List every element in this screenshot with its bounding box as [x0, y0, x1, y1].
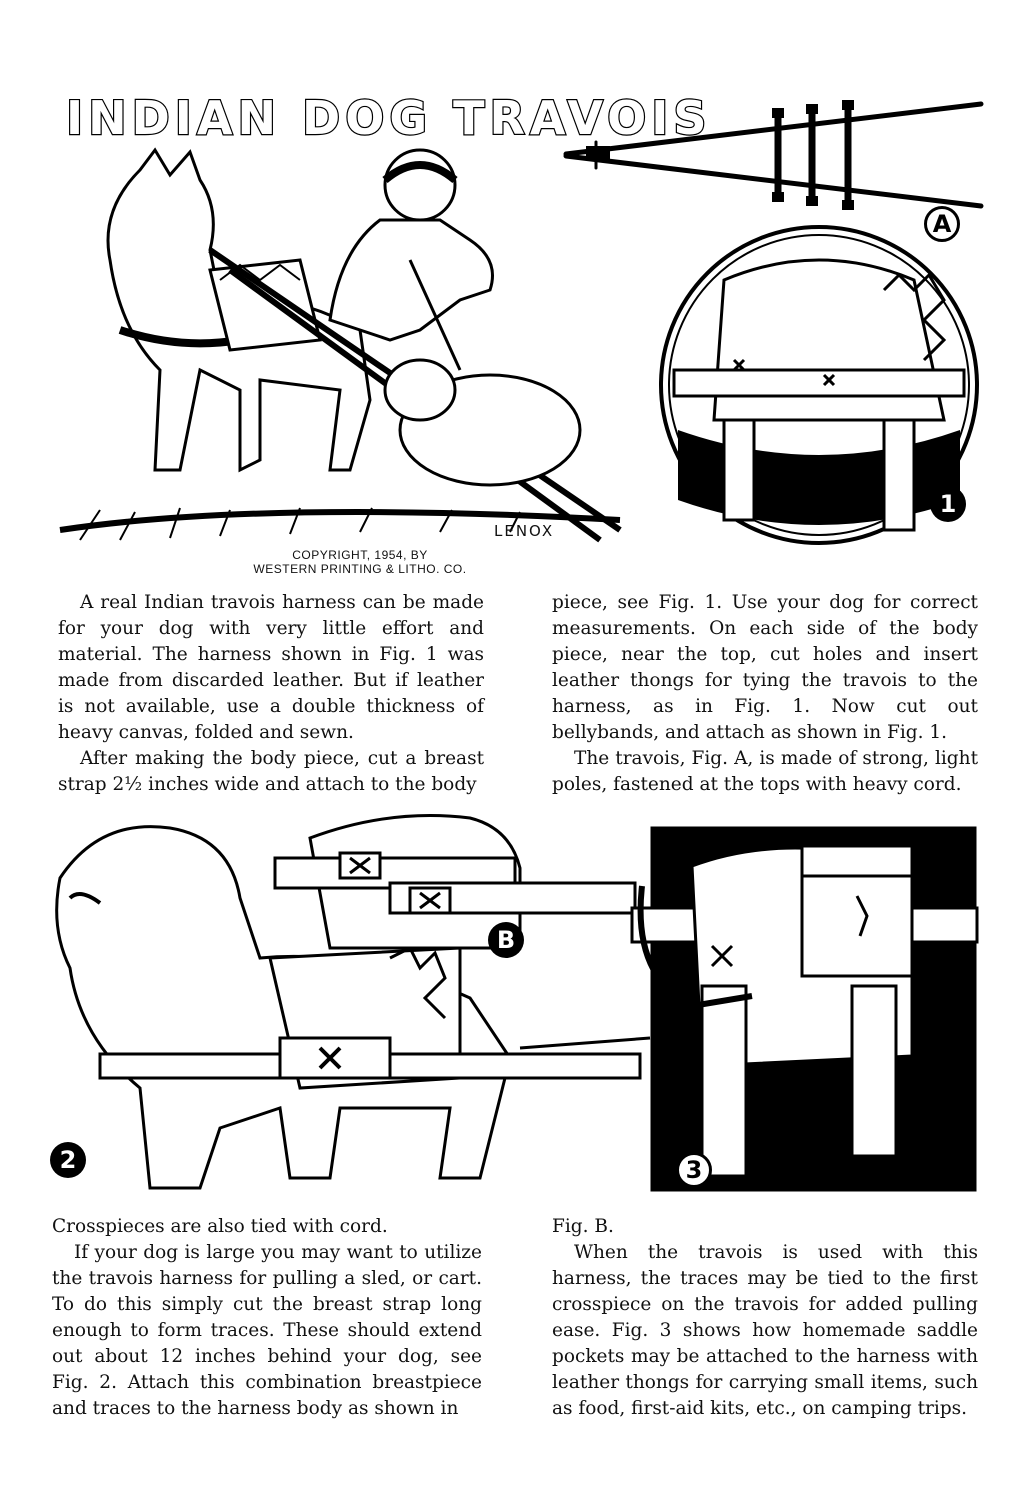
figure-label-1: 1	[930, 486, 966, 522]
paragraph: Fig. B.	[552, 1216, 614, 1237]
copyright-line-2: WESTERN PRINTING & LITHO. CO.	[253, 562, 467, 576]
boy-and-dog-illustration	[60, 140, 620, 560]
paragraph: The travois, Fig. A, is made of strong, light poles, fastened at the tops with heavy cord.	[552, 748, 978, 795]
text-column-upper-right	[552, 590, 978, 798]
figure-label-2: 2	[50, 1142, 86, 1178]
text-column-upper-left	[58, 590, 484, 798]
page-title	[62, 84, 712, 146]
figure-label-a: A	[924, 206, 960, 242]
figure-label-b: B	[488, 922, 524, 958]
figure-label-3: 3	[676, 1152, 712, 1188]
figure-3-saddle-pockets	[632, 826, 977, 1192]
page-title-text: INDIAN DOG TRAVOIS	[66, 91, 712, 145]
text-column-lower-right	[552, 1214, 978, 1422]
paragraph: A real Indian travois harness can be made for your dog with very little effort and material. The harness shown in Fig. 1 was made from discarded leather. But if leather is not available, use a double thickness of heavy canvas, folded and sewn.	[58, 592, 484, 743]
paragraph: Crosspieces are also tied with cord.	[52, 1216, 388, 1237]
paragraph: After making the body piece, cut a breast strap 2½ inches wide and attach to the body	[58, 748, 484, 795]
copyright-line-1: COPYRIGHT, 1954, BY	[292, 548, 428, 562]
paragraph: When the travois is used with this harness, the traces may be tied to the first crosspiece on the travois for added pulling ease. Fig. 3 shows how homemade saddle pockets may be attached to the harness with leather thongs for carrying small items, such as food, first-aid kits, etc., on camping trips.	[552, 1242, 978, 1419]
artist-signature: LENOX	[494, 522, 555, 540]
copyright-notice	[240, 548, 480, 576]
paragraph: If your dog is large you may want to utilize the travois harness for pulling a sled, or cart. To do this simply cut the breast strap long enough to form traces. These should extend out about 12 inches behind your dog, see Fig. 2. Attach this combination breastpiece and traces to the harness body as shown in	[52, 1242, 482, 1419]
travois-illustration	[556, 84, 986, 224]
paragraph: piece, see Fig. 1. Use your dog for correct measurements. On each side of the body piece, near the top, cut holes and insert leather thongs for tying the travois to the harness, as in Fig. 1. Now cut out bellybands, and attach as shown in Fig. 1.	[552, 592, 978, 743]
text-column-lower-left	[52, 1214, 482, 1422]
figure-b-harness-detail	[270, 808, 640, 958]
